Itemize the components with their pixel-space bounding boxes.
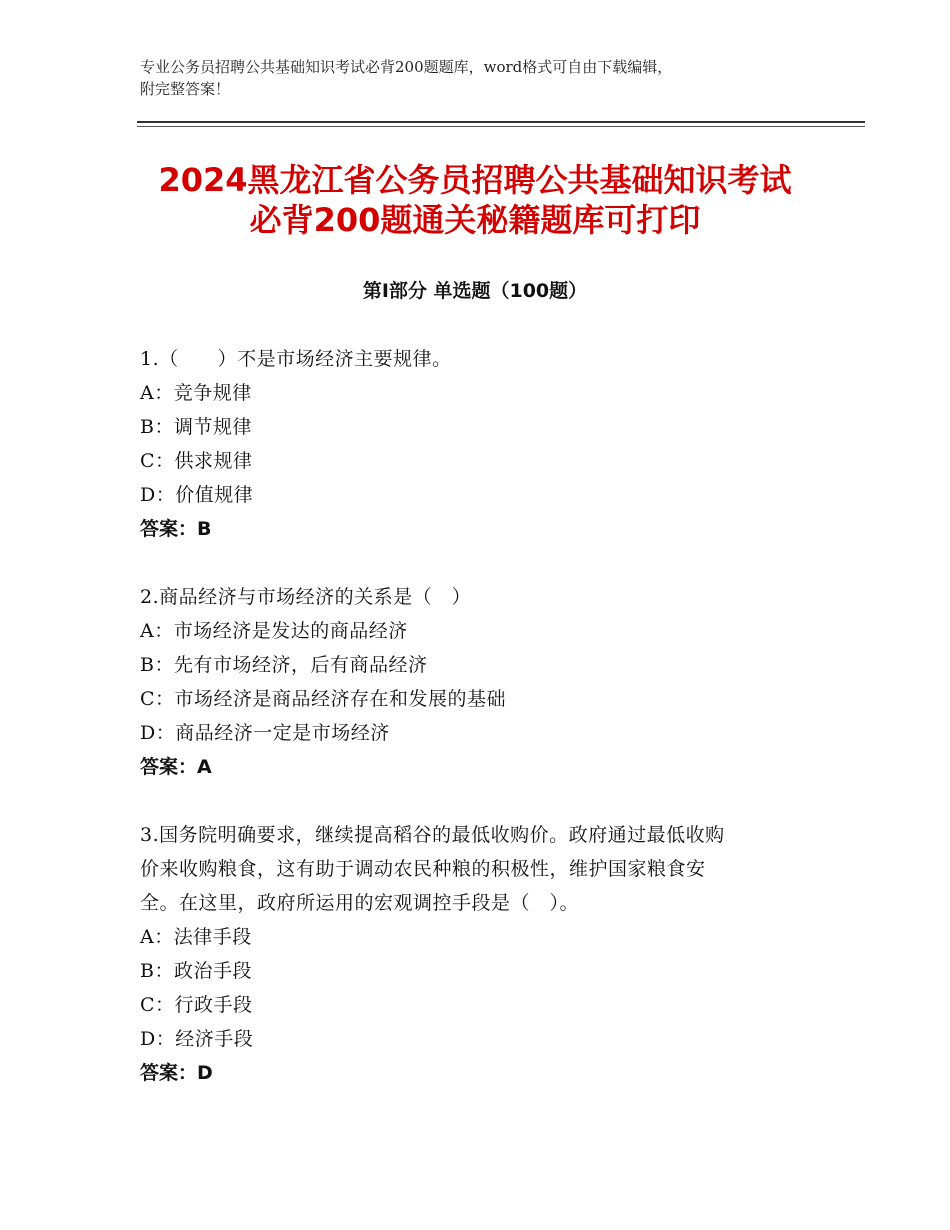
option-c: C：供求规律 — [140, 450, 253, 472]
option-a: A：法律手段 — [140, 926, 252, 948]
header-note-line-1: 专业公务员招聘公共基础知识考试必背200题题库，word格式可自由下载编辑， — [140, 58, 673, 76]
document-title-line-2: 必背200题通关秘籍题库可打印 — [249, 201, 701, 239]
question-2 — [140, 580, 820, 784]
document-title — [110, 160, 840, 240]
header-rule-thick — [137, 121, 865, 123]
answer: 答案：A — [140, 756, 212, 778]
option-b: B：政治手段 — [140, 960, 252, 982]
question-stem-line-1: 3.国务院明确要求，继续提高稻谷的最低收购价。政府通过最低收购 — [140, 824, 725, 846]
document-title-line-1: 2024黑龙江省公务员招聘公共基础知识考试 — [158, 161, 792, 199]
option-c: C：市场经济是商品经济存在和发展的基础 — [140, 688, 507, 710]
question-stem: 1.（ ）不是市场经济主要规律。 — [140, 348, 452, 370]
question-list — [140, 342, 820, 1124]
question-stem-line-2: 价来收购粮食，这有助于调动农民种粮的积极性，维护国家粮食安 — [140, 858, 706, 880]
header-rule-thin — [137, 126, 865, 127]
question-stem: 2.商品经济与市场经济的关系是（ ） — [140, 586, 472, 608]
header-note-line-2: 附完整答案！ — [140, 80, 231, 98]
option-b: B：调节规律 — [140, 416, 252, 438]
option-d: D：商品经济一定是市场经济 — [140, 722, 390, 744]
option-a: A：竞争规律 — [140, 382, 252, 404]
answer: 答案：D — [140, 1062, 213, 1084]
section-title: 第Ⅰ部分 单选题（100题） — [362, 280, 588, 302]
option-b: B：先有市场经济，后有商品经济 — [140, 654, 428, 676]
question-3 — [140, 818, 820, 1090]
option-d: D：价值规律 — [140, 484, 254, 506]
header-note — [140, 56, 840, 100]
option-c: C：行政手段 — [140, 994, 253, 1016]
answer: 答案：B — [140, 518, 212, 540]
question-1 — [140, 342, 820, 546]
question-stem-line-3: 全。在这里，政府所运用的宏观调控手段是（ ）。 — [140, 892, 580, 914]
option-d: D：经济手段 — [140, 1028, 254, 1050]
option-a: A：市场经济是发达的商品经济 — [140, 620, 408, 642]
